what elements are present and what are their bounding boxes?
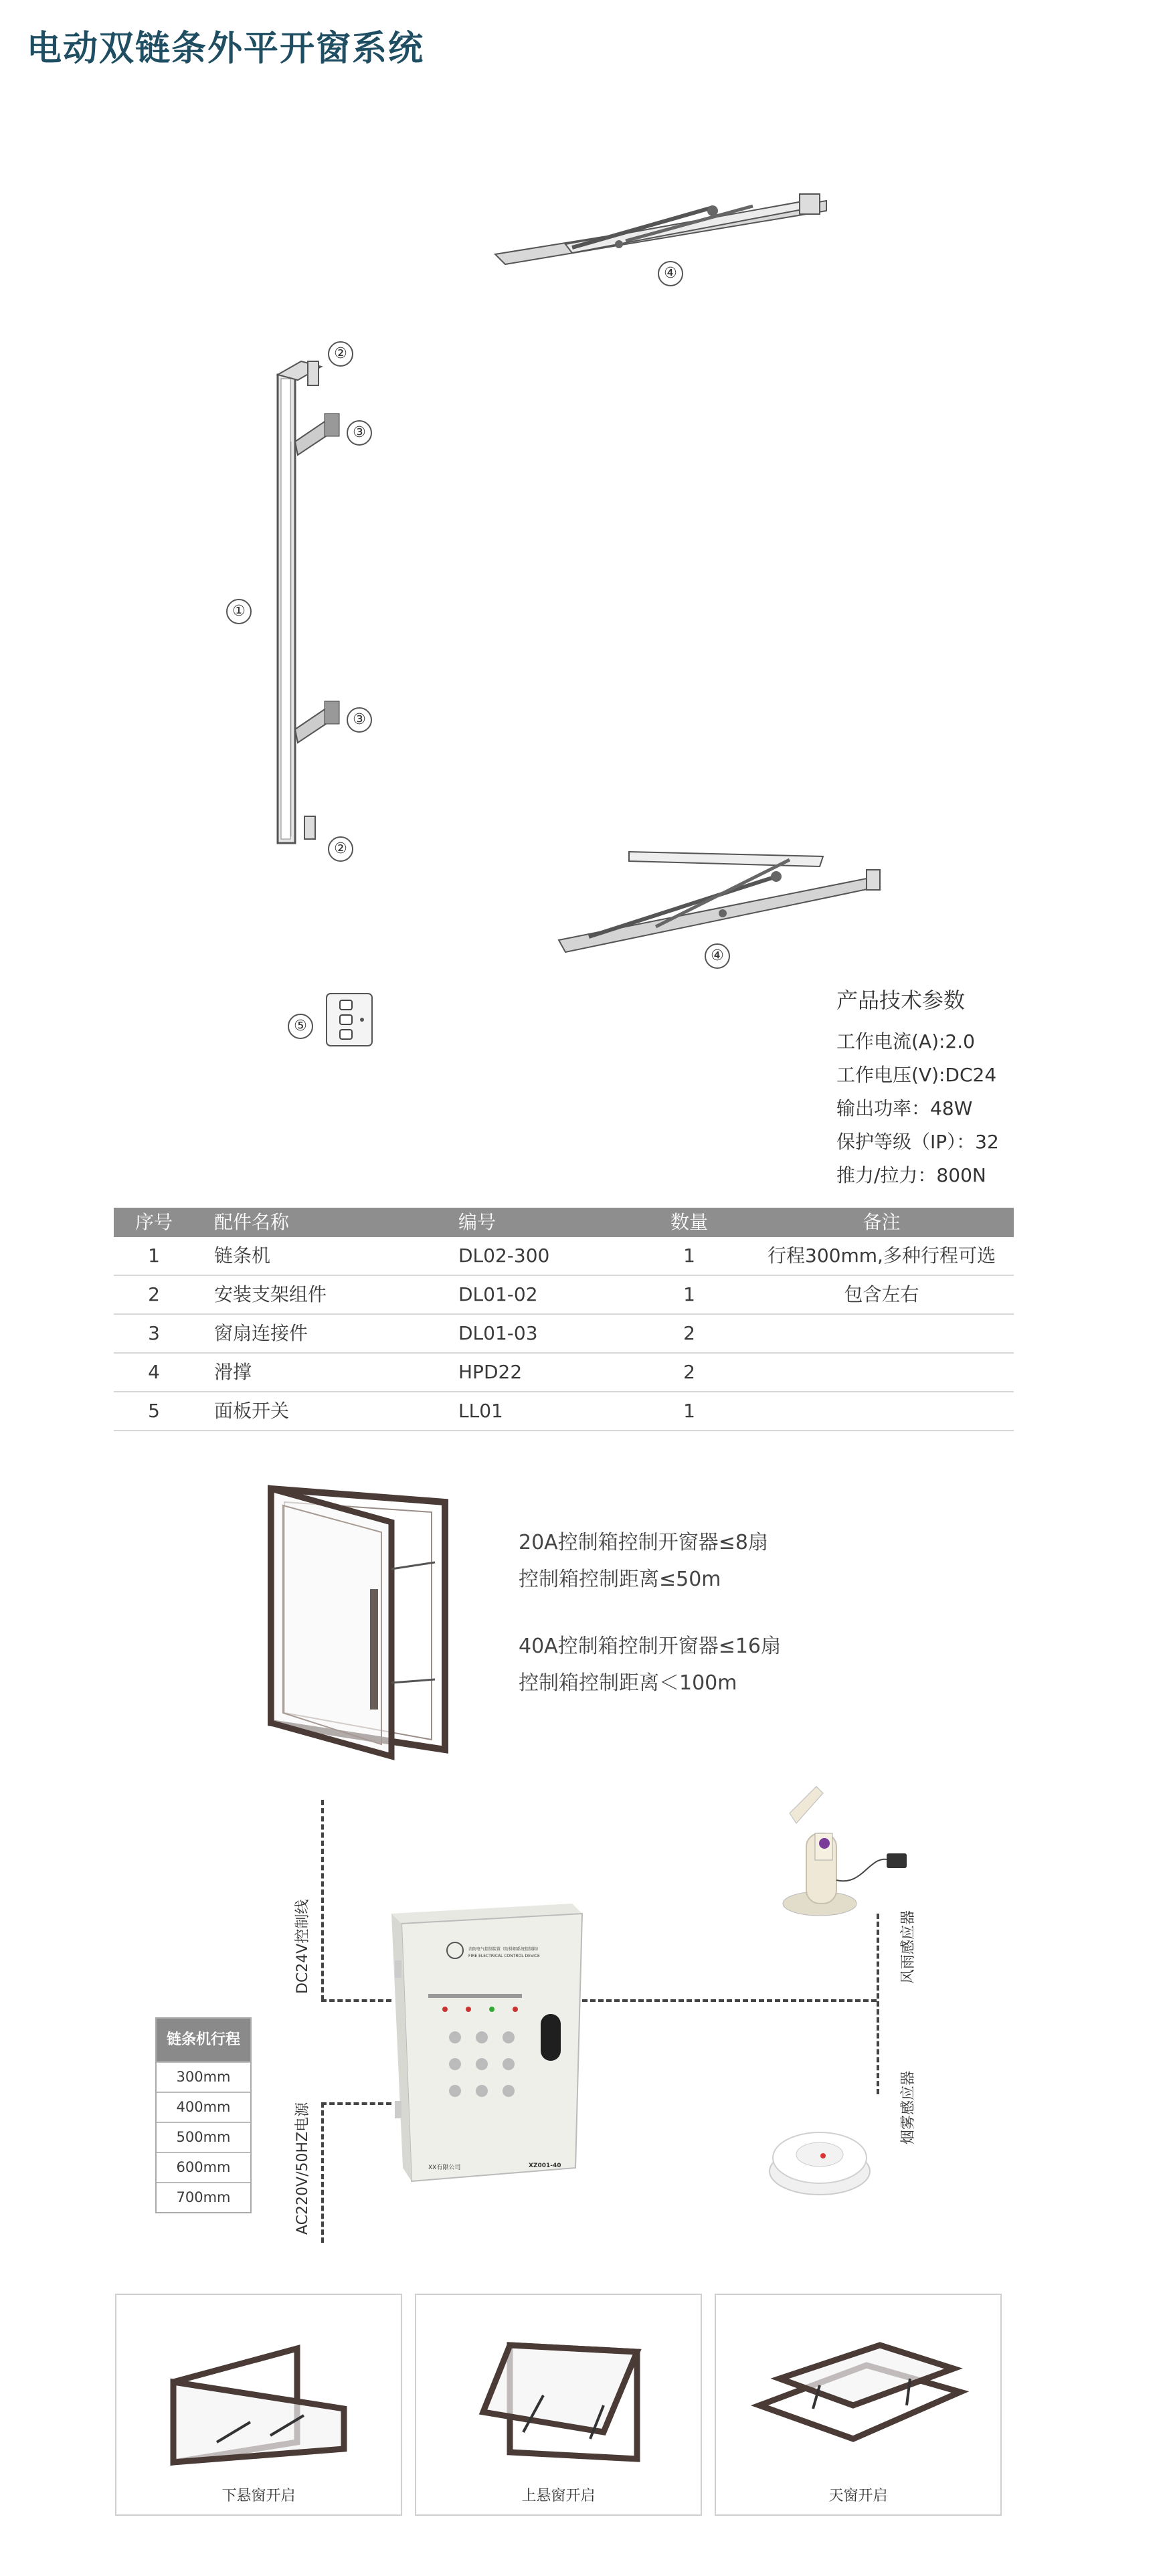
header-qty: 数量	[670, 1211, 708, 1233]
parts-table-header	[114, 1208, 1014, 1237]
cell-index: 1	[148, 1245, 160, 1267]
cell-name: 滑撑	[214, 1361, 252, 1383]
cell-index: 3	[148, 1322, 160, 1344]
stroke-option: 400mm	[157, 2092, 250, 2122]
spec-current: 工作电流(A):2.0	[836, 1030, 975, 1052]
stroke-table-heading: 链条机行程	[157, 2019, 250, 2061]
table-row	[114, 1354, 1014, 1392]
callout-2-bottom: ②	[328, 836, 353, 862]
stroke-table	[155, 2017, 252, 2213]
spec-power: 输出功率：48W	[836, 1097, 973, 1119]
mode-label: 下悬窗开启	[221, 2488, 296, 2504]
cell-index: 5	[148, 1400, 160, 1422]
control-info-1: 20A控制箱控制开窗器≤8扇	[519, 1531, 768, 1554]
stroke-option: 700mm	[157, 2182, 250, 2212]
table-row	[114, 1276, 1014, 1315]
header-note: 备注	[863, 1211, 901, 1233]
control-box-maker: XX有限公司	[428, 2165, 461, 2171]
cell-note	[749, 1392, 1014, 1430]
dc-wire-label: DC24V控制线	[294, 1899, 311, 1994]
cell-code: DL01-03	[458, 1322, 538, 1344]
cell-note: 包含左右	[844, 1283, 919, 1305]
callout-2-top: ②	[328, 341, 353, 367]
callout-4-bottom: ④	[705, 943, 730, 969]
cell-code: DL01-02	[458, 1283, 538, 1305]
cell-note	[749, 1315, 1014, 1352]
dc-wire-horizontal	[321, 1999, 391, 2002]
mode-bottom-hung	[115, 2294, 402, 2516]
cell-qty: 1	[683, 1245, 695, 1267]
callout-3-bottom: ③	[347, 707, 372, 733]
panel-switch-illustration	[323, 990, 377, 1050]
table-row	[114, 1237, 1014, 1276]
control-box-illustration	[388, 1900, 586, 2188]
cell-name: 安装支架组件	[214, 1283, 327, 1305]
dc-wire-vertical	[321, 1800, 324, 2001]
mode-skylight	[715, 2294, 1002, 2516]
header-name: 配件名称	[214, 1211, 290, 1233]
control-info-2: 控制箱控制距离≤50m	[519, 1568, 721, 1591]
cell-name: 面板开关	[214, 1400, 290, 1422]
callout-1: ①	[226, 599, 252, 624]
stroke-option: 600mm	[157, 2152, 250, 2182]
callout-4-top: ④	[658, 261, 683, 286]
control-info-3: 40A控制箱控制开窗器≤16扇	[519, 1635, 782, 1658]
cell-qty: 2	[683, 1361, 695, 1383]
spec-force: 推力/拉力：800N	[836, 1164, 986, 1186]
mode-top-hung	[415, 2294, 702, 2516]
table-row	[114, 1392, 1014, 1431]
open-window-illustration	[258, 1482, 458, 1763]
ac-wire-vertical	[321, 2102, 324, 2243]
table-row	[114, 1315, 1014, 1354]
stroke-option: 300mm	[157, 2061, 250, 2092]
cell-qty: 1	[683, 1400, 695, 1422]
callout-5: ⑤	[288, 1014, 313, 1039]
wind-rain-sensor-illustration	[770, 1773, 923, 1927]
cell-index: 4	[148, 1361, 160, 1383]
ac-wire-horizontal	[321, 2102, 391, 2105]
cell-code: DL02-300	[458, 1245, 550, 1267]
cell-name: 窗扇连接件	[214, 1322, 308, 1344]
control-box-header: 消防电气控制装置（防排烟系统控制箱）	[468, 1947, 541, 1952]
cell-qty: 1	[683, 1283, 695, 1305]
mode-label: 天窗开启	[828, 2488, 888, 2504]
cell-qty: 2	[683, 1322, 695, 1344]
stroke-option: 500mm	[157, 2122, 250, 2152]
header-code: 编号	[458, 1211, 497, 1233]
spec-voltage: 工作电压(V):DC24	[836, 1064, 997, 1086]
cell-note	[749, 1354, 1014, 1391]
sensor-wire-horizontal	[582, 1999, 877, 2002]
mode-label: 上悬窗开启	[521, 2488, 596, 2504]
friction-stay-bottom-illustration	[555, 840, 883, 960]
control-box-model: XZ001-40	[529, 2163, 561, 2169]
specs-heading: 产品技术参数	[836, 988, 966, 1013]
top-hung-window-icon	[470, 2332, 650, 2466]
cell-name: 链条机	[214, 1245, 271, 1267]
wind-rain-sensor-label: 风雨感应器	[900, 1910, 917, 1984]
page-title: 电动双链条外平开窗系统	[27, 29, 425, 69]
header-index: 序号	[134, 1211, 173, 1233]
smoke-sensor-label: 烟雾感应器	[900, 2070, 917, 2144]
control-box-header-en: FIRE ELECTRICAL CONTROL DEVICE	[468, 1954, 540, 1958]
callout-3-top: ③	[347, 420, 372, 446]
control-info-4: 控制箱控制距离＜100m	[519, 1671, 737, 1695]
smoke-sensor-illustration	[763, 2108, 877, 2221]
spec-protection: 保护等级（IP）：32	[836, 1131, 999, 1153]
friction-stay-top-illustration	[492, 181, 826, 274]
cell-code: LL01	[458, 1400, 503, 1422]
parts-table	[114, 1208, 1014, 1431]
bottom-hung-window-icon	[163, 2335, 357, 2462]
ac-wire-label: AC220V/50HZ电源	[294, 2102, 311, 2235]
cell-note: 行程300mm,多种行程可选	[768, 1245, 996, 1267]
skylight-window-icon	[753, 2338, 967, 2459]
cell-index: 2	[148, 1283, 160, 1305]
cell-code: HPD22	[458, 1361, 523, 1383]
sensor-wire-vertical	[877, 1914, 879, 2094]
